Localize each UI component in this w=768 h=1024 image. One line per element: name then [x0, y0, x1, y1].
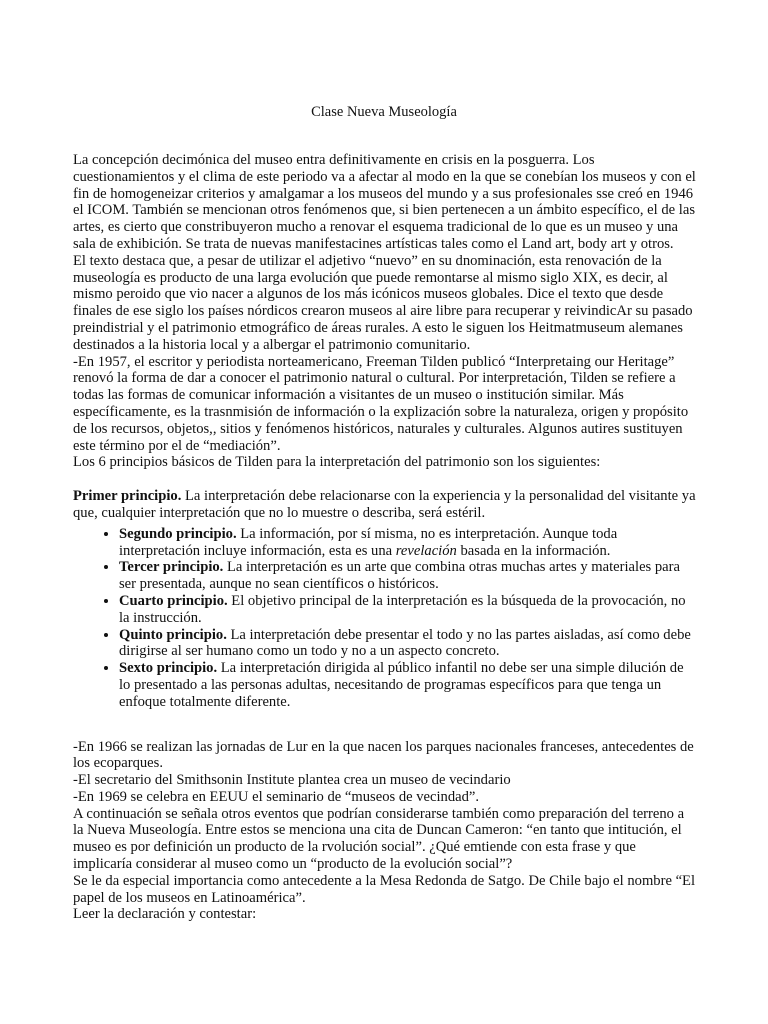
principle-label: Cuarto principio.	[119, 592, 228, 609]
principle-emphasis: revelación	[395, 542, 457, 559]
principle-text: La interpretación debe presentar el todo y no las partes aisladas, así como debe dirigirse al ser humano como un todo y no a un aspecto concreto.	[119, 626, 691, 660]
spacer	[73, 471, 698, 488]
principle-label: Tercer principio.	[119, 559, 224, 576]
principle-text-after: basada en la información.	[456, 542, 611, 559]
principle-text: La interpretación debe relacionarse con la experiencia y la personalidad del visitante ya que, cualquier interpretación que no lo muestre o describa, será estéril.	[73, 488, 696, 521]
paragraph-lur: -En 1966 se realizan las jornadas de Lur en la que nacen los parques nacionales franceses, antecedentes de los ecoparques.	[73, 738, 694, 772]
principle-text: La información, por sí misma, no es interpretación. Aunque toda interpretación incluye información, esta es una	[119, 525, 618, 559]
list-item	[119, 593, 698, 627]
principle-label: Sexto principio.	[119, 660, 218, 677]
first-principle	[73, 488, 698, 522]
list-item	[119, 660, 698, 710]
paragraph-icom: La concepción decimónica del museo entra definitivamente en crisis en la posguerra. Los cuestionamientos y el clima de este periodo va a afectar al modo en la que se conebían los museos y con el fin de homogeneizar criterios y amalgamar a los museos del mundo y a sus profesionales sse creó en 1946 el ICOM. También se mencionan otros fenómenos que, si bien pertenecen a un ámbito específico, el de las artes, es cierto que constribuyeron mucho a renovar el esquema tradicional de lo que es un museo y una sala de exhibición. Se trata de nuevas manifestacines artísticas tales como el Land art, body art y otros.	[73, 152, 696, 252]
paragraph-evolution: El texto destaca que, a pesar de utilizar el adjetivo “nuevo” en su dnominación, esta renovación de la museología es producto de una larga evolución que puede remontarse al mismo siglo XIX, es decir, al mismo peroido que vio nacer a algunos de los más icónicos museos globales. Dice el texto que desde finales de ese siglo los países nórdicos crearon museos al aire libre para recuperar y reivindicAr su pasado preindistrial y el patrimonio etmográfico de áreas rurales. A esto le siguen los Heitmatmuseum alemanes destinados a la historia local y a albergar el patrimonio comunitario.	[73, 252, 693, 353]
paragraph-santiago: Se le da especial importancia como antecedente a la Mesa Redonda de Satgo. De Chile bajo el nombre “El papel de los museos en Latinoamérica”.	[73, 872, 696, 906]
spacer	[73, 711, 698, 739]
paragraph-1969: -En 1969 se celebra en EEUU el seminario de “museos de vecindad”.	[73, 788, 480, 805]
paragraph-smithsonian: -El secretario del Smithsonin Institute plantea crea un museo de vecindario	[73, 772, 511, 789]
paragraph-principles-intro: Los 6 principios básicos de Tilden para la interpretación del patrimonio son los siguientes:	[73, 454, 601, 471]
list-item	[119, 526, 698, 560]
paragraph-instruction: Leer la declaración y contestar:	[73, 906, 257, 923]
list-item	[119, 559, 698, 593]
principle-text: La interpretación dirigida al público infantil no debe ser una simple dilución de lo presentado a las personas adultas, necesitando de programas específicos para que tenga un enfoque totalmente diferente.	[119, 660, 684, 710]
document-body	[73, 152, 698, 923]
principle-text: El objetivo principal de la interpretación es la búsqueda de la provocación, no la instrucción.	[119, 592, 686, 626]
document-title: Clase Nueva Museología	[311, 104, 457, 120]
paragraph-tilden: -En 1957, el escritor y periodista norteamericano, Freeman Tilden publicó “Interpretaing our Heritage” renovó la forma de dar a conocer el patrimonio natural o cultural. Por interpretación, Tilden se refiere a todas las formas de comunicar información a visitantes de un museo o institución similar. Más específicamente, es la trasnmisión de información o la explización sobre la naturaleza, origen y propósito de los recursos, objetos,, sitios y fenómenos históricos, naturales y culturales. Algunos autires sustituyen este término por el de “mediación”.	[73, 353, 689, 454]
principle-label: Segundo principio.	[119, 525, 237, 542]
paragraph-cameron: A continuación se señala otros eventos que podrían considerarse también como preparación del terreno a la Nueva Museología. Entre estos se menciona una cita de Duncan Cameron: “en tanto que intitución, el museo es por definición un producto de la rvolución social”. ¿Qué emtiende con esta frase y que implicaría considerar al museo como un “producto de la evolución social”?	[73, 805, 685, 873]
principle-label: Primer principio.	[73, 488, 182, 505]
principle-text: La interpretación es un arte que combina otras muchas artes y materiales para ser presentada, aunque no sean científicos o históricos.	[119, 559, 680, 593]
principle-label: Quinto principio.	[119, 626, 227, 643]
principles-list	[73, 526, 698, 711]
list-item	[119, 627, 698, 661]
